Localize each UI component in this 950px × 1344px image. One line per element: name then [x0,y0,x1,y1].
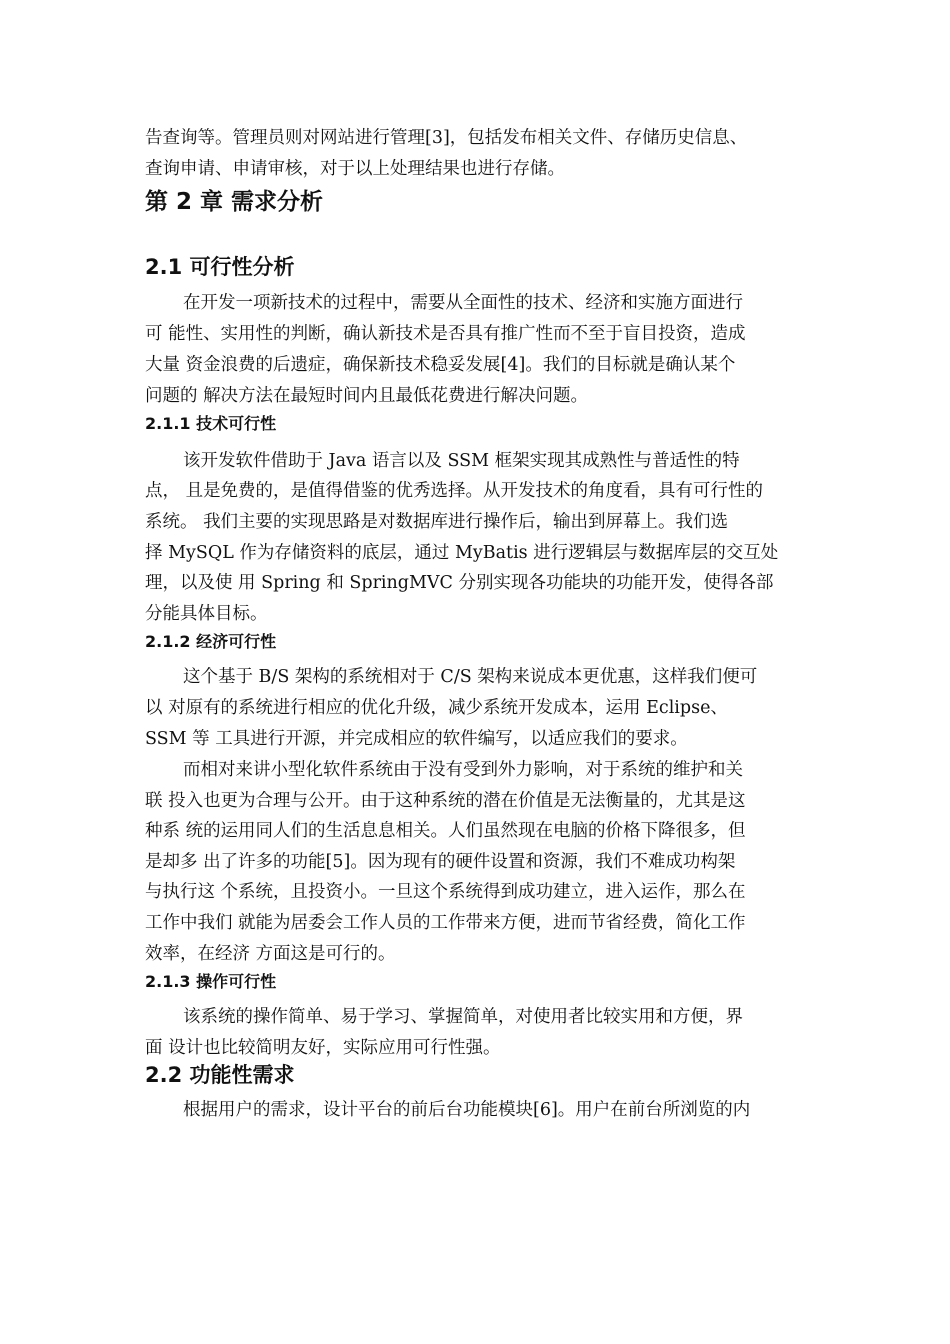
intro-line-2: 查询申请、申请审核，对于以上处理结果也进行存储。 [145,159,565,179]
section-2-1-2-p2-line-6: 工作中我们 就能为居委会工作人员的工作带来方便，进而节省经费，简化工作 [145,913,746,933]
section-2-2-heading: 2.2 功能性需求 [145,1063,295,1087]
chapter-title: 第 2 章 需求分析 [145,189,324,215]
section-2-1-2-p2-line-3: 种系 统的运用同人们的生活息息相关。人们虽然现在电脑的价格下降很多，但 [145,821,746,841]
section-2-2-line-1: 根据用户的需求，设计平台的前后台功能模块[6]。用户在前台所浏览的内 [183,1100,751,1120]
section-2-1-2-p1-line-1: 这个基于 B/S 架构的系统相对于 C/S 架构来说成本更优惠，这样我们便可 [183,667,758,687]
section-2-1-3-line-1: 该系统的操作简单、易于学习、掌握简单，对使用者比较实用和方便，界 [183,1007,743,1027]
section-2-1-2-p2-line-7: 效率，在经济 方面这是可行的。 [145,944,396,964]
section-2-1-heading: 2.1 可行性分析 [145,255,295,279]
section-2-1-2-p1-line-2: 以 对原有的系统进行相应的优化升级，减少系统开发成本，运用 Eclipse、 [145,698,728,718]
section-2-1-3-heading: 2.1.3 操作可行性 [145,972,277,991]
section-2-1-1-line-1: 该开发软件借助于 Java 语言以及 SSM 框架实现其成熟性与普适性的特 [183,451,740,471]
section-2-1-line-2: 可 能性、实用性的判断，确认新技术是否具有推广性而不至于盲目投资，造成 [145,324,746,344]
section-2-1-1-line-4: 择 MySQL 作为存储资料的底层，通过 MyBatis 进行逻辑层与数据库层的交互处 [145,543,779,563]
section-2-1-1-heading: 2.1.1 技术可行性 [145,414,277,433]
section-2-1-line-1: 在开发一项新技术的过程中，需要从全面性的技术、经济和实施方面进行 [183,293,743,313]
section-2-1-3-line-2: 面 设计也比较简明友好，实际应用可行性强。 [145,1038,501,1058]
section-2-1-line-4: 问题的 解决方法在最短时间内且最低花费进行解决问题。 [145,386,589,406]
section-2-1-2-p2-line-1: 而相对来讲小型化软件系统由于没有受到外力影响，对于系统的维护和关 [183,760,743,780]
section-2-1-2-p2-line-4: 是却多 出了许多的功能[5]。因为现有的硬件设置和资源，我们不难成功构架 [145,852,736,872]
section-2-1-2-heading: 2.1.2 经济可行性 [145,632,277,651]
section-2-1-1-line-6: 分能具体目标。 [145,604,268,624]
section-2-1-1-line-5: 理，以及使 用 Spring 和 SpringMVC 分别实现各功能块的功能开发，使得各部 [145,573,774,593]
section-2-1-2-p1-line-3: SSM 等 工具进行开源，并完成相应的软件编写，以适应我们的要求。 [145,729,688,749]
intro-line-1: 告查询等。管理员则对网站进行管理[3]，包括发布相关文件、存储历史信息、 [145,128,748,148]
section-2-1-2-p2-line-5: 与执行这 个系统，且投资小。一旦这个系统得到成功建立，进入运作，那么在 [145,882,746,902]
section-2-1-1-line-3: 系统。 我们主要的实现思路是对数据库进行操作后，输出到屏幕上。我们选 [145,512,729,532]
section-2-1-2-p2-line-2: 联 投入也更为合理与公开。由于这种系统的潜在价值是无法衡量的，尤其是这 [145,791,746,811]
section-2-1-line-3: 大量 资金浪费的后遗症，确保新技术稳妥发展[4]。我们的目标就是确认某个 [145,355,736,375]
section-2-1-1-line-2: 点， 且是免费的，是值得借鉴的优秀选择。从开发技术的角度看，具有可行性的 [145,481,764,501]
